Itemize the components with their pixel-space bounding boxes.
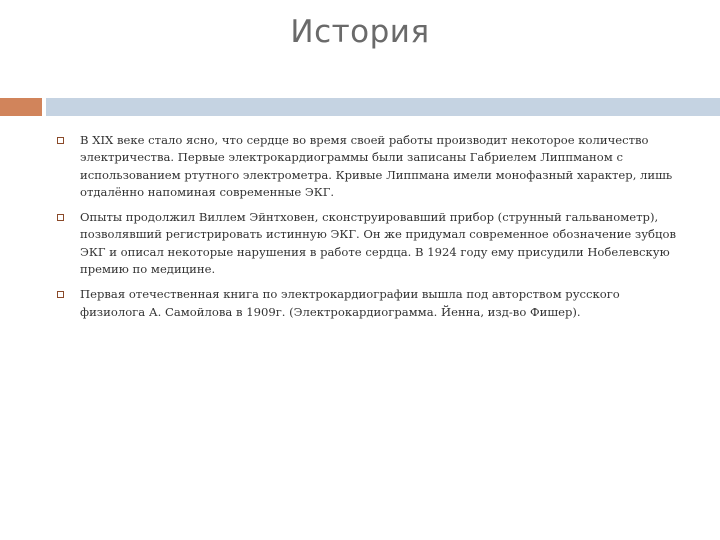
square-bullet-icon — [57, 291, 64, 298]
slide-title: История — [290, 14, 430, 50]
bullet-text: В XIX веке стало ясно, что сердце во время своей работы производит некоторое количество электричества. Первые электрокардиограммы были записаны Габриелем Липпманом с использованием ртутного электрометра. Кривые Липпмана имели монофазный характер, лишь отдалённо напоминая современные ЭКГ. — [80, 133, 673, 199]
accent-block — [0, 98, 42, 116]
bullet-item — [0, 209, 720, 278]
bullet-text: Опыты продолжил Виллем Эйнтховен, сконструировавший прибор (струнный гальванометр), позволявший регистрировать истинную ЭКГ. Он же придумал современное обозначение зубцов ЭКГ и описал некоторые нарушения в работе сердца. В 1924 году ему присудили Нобелевскую премию по медицине. — [80, 210, 676, 277]
square-bullet-icon — [57, 214, 64, 221]
square-bullet-icon — [57, 137, 64, 144]
bullet-item — [0, 132, 720, 201]
bullet-text: Первая отечественная книга по электрокардиографии вышла под авторством русского физиолога А. Самойлова в 1909г. (Электрокардиограмма. Йенна, изд-во Фишер). — [80, 287, 620, 319]
bullet-item — [0, 286, 720, 321]
header-rule-band — [46, 98, 720, 116]
bullet-list — [0, 132, 720, 321]
